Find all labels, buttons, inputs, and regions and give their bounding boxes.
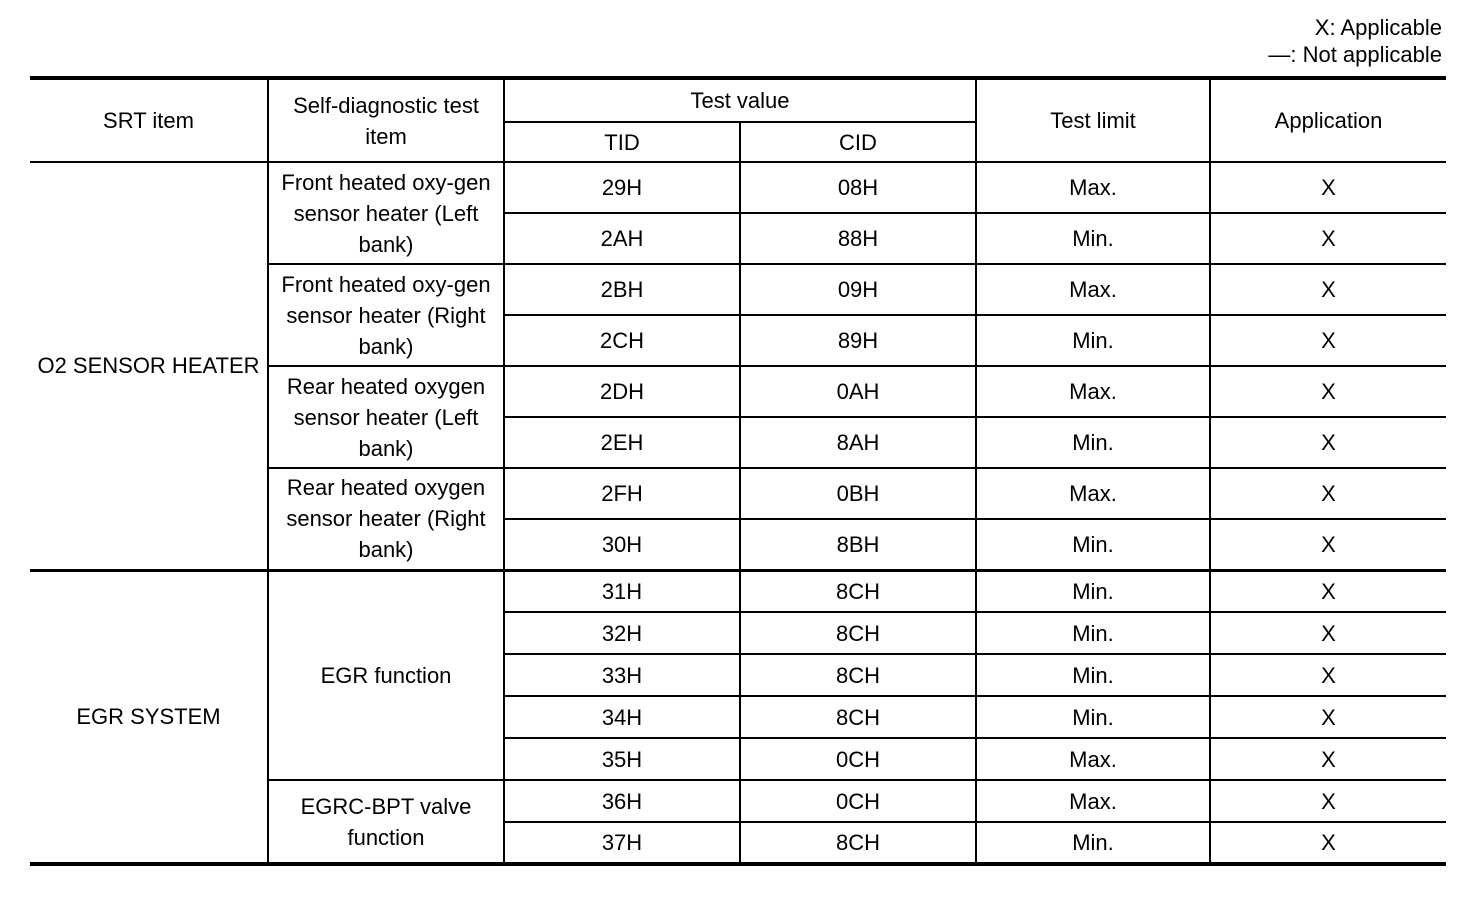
test-limit-cell: Min.	[976, 612, 1210, 654]
test-limit-cell: Max.	[976, 366, 1210, 417]
tid-cell: 2BH	[504, 264, 740, 315]
tid-cell: 30H	[504, 519, 740, 570]
cid-cell: 0AH	[740, 366, 976, 417]
tid-cell: 33H	[504, 654, 740, 696]
test-limit-cell: Max.	[976, 264, 1210, 315]
srt-table-container	[30, 76, 1446, 866]
tid-cell: 36H	[504, 780, 740, 822]
application-cell: X	[1210, 315, 1446, 366]
test-limit-cell: Max.	[976, 738, 1210, 780]
application-cell: X	[1210, 570, 1446, 612]
cid-cell: 8CH	[740, 570, 976, 612]
application-cell: X	[1210, 366, 1446, 417]
legend	[1268, 14, 1442, 68]
application-cell: X	[1210, 612, 1446, 654]
application-cell: X	[1210, 822, 1446, 864]
application-cell: X	[1210, 654, 1446, 696]
test-item-cell: Front heated oxy-gen sensor heater (Left bank)	[268, 162, 504, 264]
test-item-cell: EGR function	[268, 570, 504, 780]
application-cell: X	[1210, 696, 1446, 738]
cid-cell: 8CH	[740, 612, 976, 654]
header-application: Application	[1210, 78, 1446, 162]
cid-cell: 8BH	[740, 519, 976, 570]
srt-table	[30, 76, 1446, 866]
test-limit-cell: Min.	[976, 654, 1210, 696]
application-cell: X	[1210, 780, 1446, 822]
tid-cell: 2EH	[504, 417, 740, 468]
header-test-value: Test value	[504, 78, 976, 122]
header-self-diagnostic-test-item: Self-diagnostic test item	[268, 78, 504, 162]
application-cell: X	[1210, 468, 1446, 519]
test-limit-cell: Min.	[976, 213, 1210, 264]
cid-cell: 0CH	[740, 780, 976, 822]
tid-cell: 34H	[504, 696, 740, 738]
test-item-cell: Rear heated oxygen sensor heater (Left bank)	[268, 366, 504, 468]
tid-cell: 2FH	[504, 468, 740, 519]
test-item-cell: Rear heated oxygen sensor heater (Right bank)	[268, 468, 504, 570]
cid-cell: 08H	[740, 162, 976, 213]
test-item-cell: Front heated oxy-gen sensor heater (Right bank)	[268, 264, 504, 366]
cid-cell: 88H	[740, 213, 976, 264]
cid-cell: 8CH	[740, 696, 976, 738]
header-cid: CID	[740, 122, 976, 162]
test-limit-cell: Max.	[976, 162, 1210, 213]
application-cell: X	[1210, 162, 1446, 213]
srt-item-cell: O2 SENSOR HEATER	[30, 162, 268, 570]
application-cell: X	[1210, 264, 1446, 315]
header-tid: TID	[504, 122, 740, 162]
tid-cell: 2AH	[504, 213, 740, 264]
application-cell: X	[1210, 213, 1446, 264]
test-limit-cell: Min.	[976, 570, 1210, 612]
cid-cell: 8CH	[740, 654, 976, 696]
application-cell: X	[1210, 738, 1446, 780]
cid-cell: 0CH	[740, 738, 976, 780]
tid-cell: 2DH	[504, 366, 740, 417]
application-cell: X	[1210, 519, 1446, 570]
cid-cell: 8CH	[740, 822, 976, 864]
header-srt-item: SRT item	[30, 78, 268, 162]
tid-cell: 35H	[504, 738, 740, 780]
srt-item-cell: EGR SYSTEM	[30, 570, 268, 864]
cid-cell: 09H	[740, 264, 976, 315]
tid-cell: 32H	[504, 612, 740, 654]
test-limit-cell: Max.	[976, 468, 1210, 519]
header-test-limit: Test limit	[976, 78, 1210, 162]
cid-cell: 89H	[740, 315, 976, 366]
test-limit-cell: Max.	[976, 780, 1210, 822]
tid-cell: 37H	[504, 822, 740, 864]
test-limit-cell: Min.	[976, 315, 1210, 366]
application-cell: X	[1210, 417, 1446, 468]
legend-not-applicable: —: Not applicable	[1268, 42, 1442, 67]
test-item-cell: EGRC-BPT valve function	[268, 780, 504, 864]
tid-cell: 2CH	[504, 315, 740, 366]
test-limit-cell: Min.	[976, 696, 1210, 738]
test-limit-cell: Min.	[976, 519, 1210, 570]
tid-cell: 29H	[504, 162, 740, 213]
test-limit-cell: Min.	[976, 822, 1210, 864]
tid-cell: 31H	[504, 570, 740, 612]
test-limit-cell: Min.	[976, 417, 1210, 468]
legend-applicable: X: Applicable	[1314, 15, 1442, 40]
table-row	[30, 162, 1446, 213]
cid-cell: 0BH	[740, 468, 976, 519]
cid-cell: 8AH	[740, 417, 976, 468]
table-row	[30, 570, 1446, 612]
